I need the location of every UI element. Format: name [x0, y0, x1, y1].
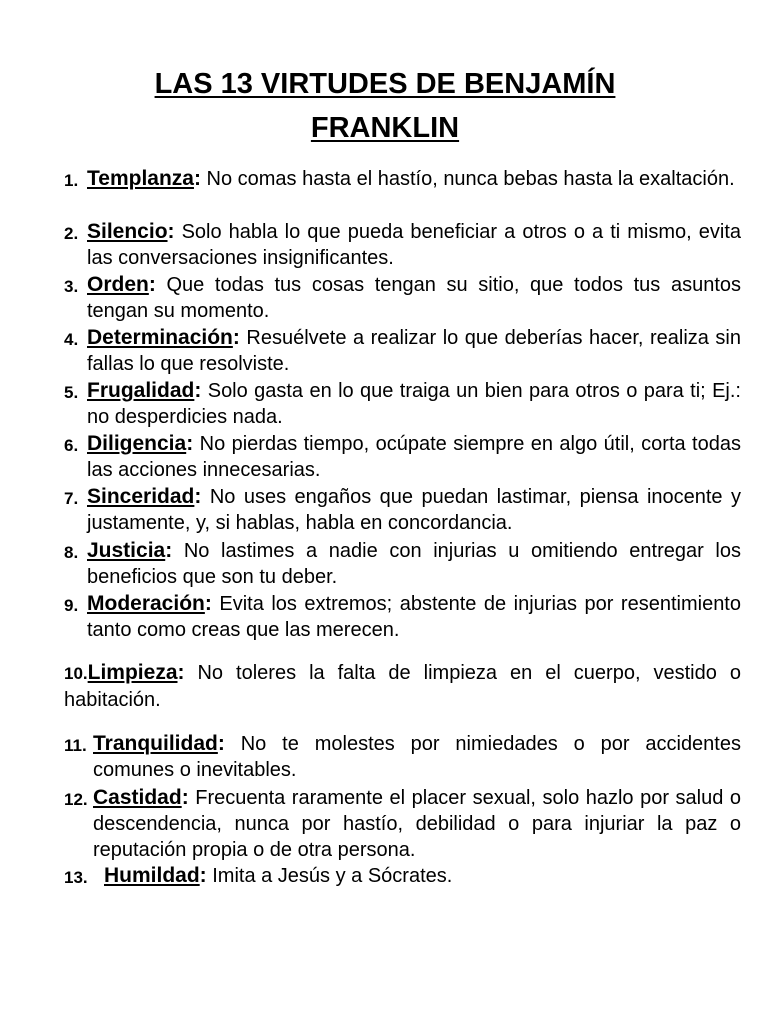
virtue-name: Castidad: [93, 786, 182, 809]
item-number: 6.: [64, 436, 79, 455]
virtue-item-12: 12. Castidad: Frecuenta raramente el placer sexual, solo hazlo por salud o descendencia, nunca por hastío, debilidad o para injuriar la paz o reputación propia o de otra persona.: [64, 786, 741, 861]
virtue-name: Tranquilidad: [93, 732, 218, 755]
virtue-name: Orden: [87, 273, 149, 296]
item-number: 2.: [64, 224, 79, 243]
virtue-name: Determinación: [87, 326, 233, 349]
virtue-text: Frecuenta raramente el placer sexual, solo hazlo por salud o descendencia, nunca por hastío, debilidad o para injuriar la paz o reputación propia o de otra persona.: [93, 787, 741, 861]
virtue-item-7: 7. Sinceridad: No uses engaños que puedan lastimar, piensa inocente y justamente, y, si hablas, habla en concordancia.: [64, 485, 741, 534]
virtue-text: No uses engaños que puedan lastimar, piensa inocente y justamente, y, si hablas, habla en concordancia.: [87, 486, 741, 534]
virtue-item-11: 11. Tranquilidad: No te molestes por nimiedades o por accidentes comunes o inevitables.: [64, 732, 741, 781]
virtue-name: Justicia: [87, 539, 166, 562]
page-title: [60, 62, 710, 150]
virtue-name: Sinceridad: [87, 485, 195, 508]
virtue-text: Resuélvete a realizar lo que deberías hacer, realiza sin fallas lo que resolviste.: [87, 327, 741, 375]
virtue-item-13: 13. Humildad: Imita a Jesús y a Sócrates.: [64, 863, 741, 889]
item-number: 9.: [64, 596, 79, 615]
virtue-name: Humildad: [104, 864, 200, 887]
virtue-name: Templanza: [87, 167, 194, 190]
virtue-item-3: 3. Orden: Que todas tus cosas tengan su sitio, que todos tus asuntos tengan su momento.: [64, 273, 741, 322]
virtue-item-2: 2. Silencio: Solo habla lo que pueda beneficiar a otros o a ti mismo, evita las conversaciones insignificantes.: [64, 220, 741, 269]
item-number: 11.: [64, 736, 87, 755]
virtue-item-6: 6. Diligencia: No pierdas tiempo, ocúpate siempre en algo útil, corta todas las acciones innecesarias.: [64, 432, 741, 481]
item-number: 4.: [64, 330, 79, 349]
virtue-name: Limpieza: [87, 661, 178, 684]
item-number: 12.: [64, 790, 88, 809]
virtue-text: Solo gasta en lo que traiga un bien para otros o para ti; Ej.: no desperdicies nada.: [87, 380, 741, 428]
virtue-text: Solo habla lo que pueda beneficiar a otros o a ti mismo, evita las conversaciones insignificantes.: [87, 221, 741, 269]
virtue-text: No lastimes a nadie con injurias u omitiendo entregar los beneficios que son tu deber.: [87, 540, 741, 588]
virtue-text: No toleres la falta de limpieza en el cuerpo, vestido o habitación.: [64, 662, 741, 711]
virtue-item-4: 4. Determinación: Resuélvete a realizar lo que deberías hacer, realiza sin fallas lo que resolviste.: [64, 326, 741, 375]
item-number: 1.: [64, 171, 79, 190]
virtue-name: Silencio: [87, 220, 168, 243]
virtue-text: No pierdas tiempo, ocúpate siempre en algo útil, corta todas las acciones innecesarias.: [87, 433, 741, 481]
item-number: 13.: [64, 868, 88, 887]
virtue-text: Imita a Jesús y a Sócrates.: [206, 865, 453, 887]
virtue-name: Diligencia: [87, 432, 187, 455]
virtue-text: No te molestes por nimiedades o por accidentes comunes o inevitables.: [93, 733, 741, 781]
virtue-text: No comas hasta el hastío, nunca bebas hasta la exaltación.: [200, 168, 735, 190]
title-line-2: FRANKLIN: [310, 112, 460, 144]
virtue-item-1: 1. Templanza: No comas hasta el hastío, nunca bebas hasta la exaltación.: [64, 166, 741, 192]
virtue-name: Frugalidad: [87, 379, 195, 402]
virtue-text: Evita los extremos; abstente de injurias por resentimiento tanto como creas que las merecen.: [87, 593, 741, 641]
item-number: 5.: [64, 383, 79, 402]
title-line-1: LAS 13 VIRTUDES DE BENJAMÍN: [154, 68, 616, 100]
item-number: 8.: [64, 543, 79, 562]
virtue-name: Moderación: [87, 592, 205, 615]
virtue-item-9: 9. Moderación: Evita los extremos; abstente de injurias por resentimiento tanto como creas que las merecen.: [64, 592, 741, 641]
virtue-text: Que todas tus cosas tengan su sitio, que todos tus asuntos tengan su momento.: [87, 274, 741, 322]
item-number: 10.: [64, 664, 88, 683]
item-number: 3.: [64, 277, 79, 296]
virtue-item-10: 10.Limpieza: No toleres la falta de limpieza en el cuerpo, vestido o habitación.: [64, 661, 741, 711]
item-number: 7.: [64, 489, 79, 508]
virtue-item-5: 5. Frugalidad: Solo gasta en lo que traiga un bien para otros o para ti; Ej.: no desperdicies nada.: [64, 379, 741, 428]
virtue-item-8: 8. Justicia: No lastimes a nadie con injurias u omitiendo entregar los beneficios que son tu deber.: [64, 539, 741, 588]
